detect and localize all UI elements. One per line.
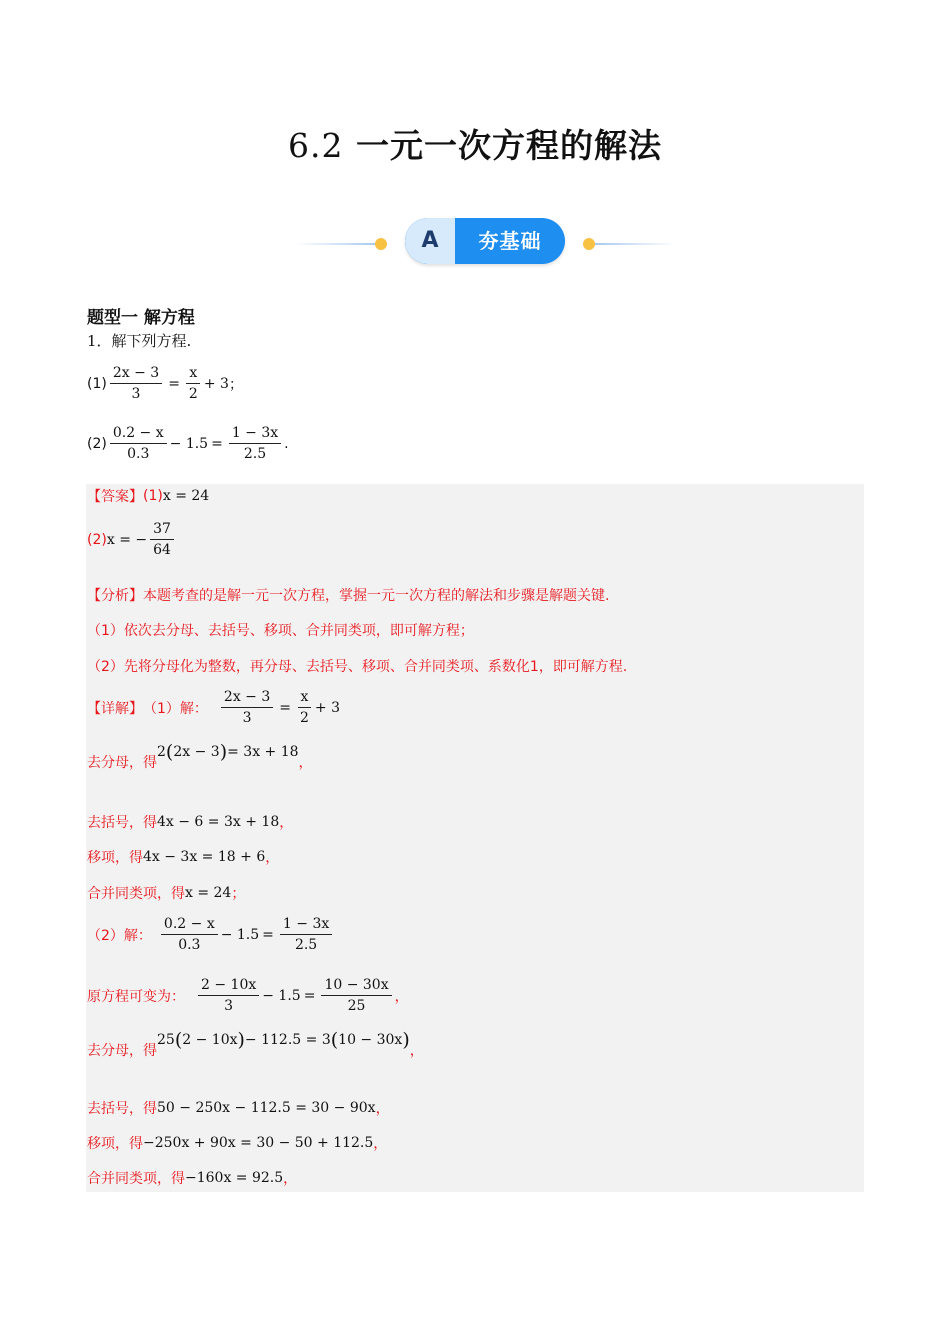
badge-dot-right — [583, 238, 595, 250]
step-math — [157, 740, 299, 763]
step-math: −160x = 92.5 — [185, 1170, 284, 1186]
denominator: 3 — [224, 998, 234, 1014]
step-label: 去括号，得 — [87, 1101, 157, 1117]
punctuation: ； — [228, 376, 243, 393]
section-title: 题型一 解方程 — [87, 308, 195, 328]
punctuation: ， — [394, 988, 409, 1005]
numerator: x — [186, 364, 200, 384]
detail-part-2-label: （2）解： — [87, 927, 152, 944]
step-math — [157, 1028, 410, 1051]
term: 2x − 3 — [173, 744, 220, 760]
fraction — [161, 915, 218, 954]
term: − 112.5 = 3 — [244, 1032, 331, 1048]
term: 2 − 10x — [182, 1032, 238, 1048]
punctuation: ， — [373, 1136, 388, 1152]
punctuation: ， — [298, 755, 313, 771]
term: x = − — [106, 531, 148, 548]
step-label: 移项，得 — [87, 850, 143, 866]
numerator: 2x − 3 — [110, 364, 162, 384]
badge-line-left — [295, 243, 375, 245]
question-intro: 1．解下列方程. — [87, 332, 192, 350]
paren-open: ( — [174, 1028, 183, 1051]
detail-step-8 — [87, 1133, 387, 1153]
step-label: 合并同类项，得 — [87, 886, 185, 902]
step-label: 原方程可变为： — [87, 988, 185, 1005]
numerator: 0.2 − x — [110, 424, 167, 444]
detail-tag: 【详解】 — [87, 700, 143, 717]
denominator: 64 — [153, 542, 171, 558]
detail-step-9 — [87, 1168, 297, 1188]
fraction — [150, 520, 174, 559]
equals-sign: = — [262, 926, 274, 943]
step-label: 去分母，得 — [87, 1043, 157, 1059]
step-math: 50 − 250x − 112.5 = 30 − 90x — [157, 1100, 376, 1116]
detail-step-1 — [87, 740, 313, 772]
detail-step-4 — [87, 883, 245, 903]
answer-line-2 — [87, 520, 177, 559]
denominator: 2.5 — [294, 937, 318, 953]
denominator: 2.5 — [243, 446, 267, 462]
term: + 3 — [203, 375, 229, 392]
fraction — [280, 915, 332, 954]
denominator: 3 — [242, 710, 252, 726]
term: 25 — [157, 1032, 175, 1048]
step-math: x = 24 — [185, 885, 232, 901]
fraction — [110, 424, 167, 463]
title-number: 6.2 — [288, 126, 344, 165]
badge-pill — [405, 218, 565, 264]
step-math: −250x + 90x = 30 − 50 + 112.5 — [143, 1135, 374, 1151]
badge-label: 夯基础 — [478, 229, 542, 253]
punctuation: ， — [279, 815, 294, 831]
equation-1 — [107, 364, 229, 403]
numerator: 2x − 3 — [221, 688, 273, 708]
answer-2-label: (2) — [87, 531, 107, 548]
paren-close: ) — [219, 740, 228, 763]
step-label: 去分母，得 — [87, 755, 157, 771]
fraction — [229, 424, 281, 463]
equals-sign: = — [211, 435, 223, 452]
numerator: 10 − 30x — [321, 976, 391, 996]
denominator: 0.3 — [127, 446, 150, 462]
badge-line-right — [595, 243, 675, 245]
fraction — [110, 364, 162, 403]
analysis-line — [87, 585, 609, 605]
section-badge — [295, 218, 675, 264]
punctuation: ， — [409, 1043, 424, 1059]
term: 10 − 30x — [338, 1032, 403, 1048]
paren-open: ( — [165, 740, 174, 763]
page-title — [0, 120, 950, 167]
denominator: 25 — [347, 998, 366, 1014]
detail-step-6 — [87, 1028, 424, 1060]
equals-sign: = — [168, 375, 180, 392]
detail-part-1 — [87, 688, 340, 727]
equation-2 — [107, 424, 284, 463]
numerator: 2 − 10x — [198, 976, 259, 996]
detail-step-5 — [87, 976, 409, 1015]
answer-tag: 【答案】 — [87, 489, 143, 505]
detail-part-2 — [87, 915, 335, 954]
step-label: 合并同类项，得 — [87, 1171, 185, 1187]
denominator: 3 — [131, 386, 141, 402]
paren-close: ) — [237, 1028, 245, 1051]
title-text: 一元一次方程的解法 — [355, 126, 662, 165]
term: − 1.5 — [262, 987, 301, 1004]
equation — [158, 915, 335, 954]
analysis-step-2: （2）先将分母化为整数，再分母、去括号、移项、合并同类项、系数化1，即可解方程. — [87, 659, 628, 675]
denominator: 2 — [300, 710, 309, 726]
numerator: 1 − 3x — [229, 424, 281, 444]
answer-line-1 — [87, 486, 209, 506]
question-part-2 — [87, 424, 289, 463]
equals-sign: = — [303, 987, 316, 1004]
term: 2 — [157, 744, 166, 760]
badge-dot-left — [375, 238, 387, 250]
step-label: 移项，得 — [87, 1136, 143, 1152]
fraction — [221, 688, 273, 727]
answer-2-math — [107, 520, 177, 559]
term: − 1.5 — [169, 435, 209, 452]
paren-close: ) — [402, 1028, 410, 1051]
numerator: x — [298, 688, 312, 708]
badge-letter: A — [405, 218, 455, 264]
punctuation: . — [284, 435, 289, 452]
analysis-tag: 【分析】 — [87, 588, 143, 604]
punctuation: ， — [265, 850, 280, 866]
term: = 3x + 18 — [227, 744, 299, 760]
detail-step-3 — [87, 847, 279, 867]
detail-part-1-label: （1）解： — [143, 700, 208, 717]
step-math: 4x − 3x = 18 + 6 — [143, 849, 266, 865]
fraction — [321, 976, 391, 1015]
numerator: 0.2 − x — [161, 915, 218, 935]
paren-open: ( — [330, 1028, 339, 1051]
punctuation: ； — [231, 886, 246, 902]
detail-step-2 — [87, 812, 293, 832]
numerator: 37 — [150, 520, 174, 540]
fraction — [297, 688, 312, 727]
term: + 3 — [314, 699, 341, 716]
numerator: 1 − 3x — [280, 915, 332, 935]
question-part-1 — [87, 364, 243, 403]
question-part-1-label: (1) — [87, 375, 107, 392]
equation — [218, 688, 340, 727]
denominator: 2 — [188, 386, 198, 402]
term: − 1.5 — [220, 926, 260, 943]
answer-1-label: (1) — [143, 488, 163, 504]
punctuation: ， — [375, 1101, 390, 1117]
denominator: 0.3 — [178, 937, 201, 953]
analysis-text: 本题考查的是解一元一次方程，掌握一元一次方程的解法和步骤是解题关键. — [143, 588, 610, 604]
equals-sign: = — [279, 699, 291, 716]
step-math: 4x − 6 = 3x + 18 — [157, 814, 280, 830]
step-label: 去括号，得 — [87, 815, 157, 831]
punctuation: ， — [283, 1171, 298, 1187]
detail-step-7 — [87, 1098, 390, 1118]
analysis-step-1: （1）依次去分母、去括号、移项、合并同类项，即可解方程； — [87, 623, 474, 639]
answer-1-math: x = 24 — [162, 488, 210, 504]
fraction — [198, 976, 259, 1015]
step-math — [195, 976, 395, 1015]
fraction — [186, 364, 201, 403]
question-part-2-label: (2) — [87, 435, 107, 452]
